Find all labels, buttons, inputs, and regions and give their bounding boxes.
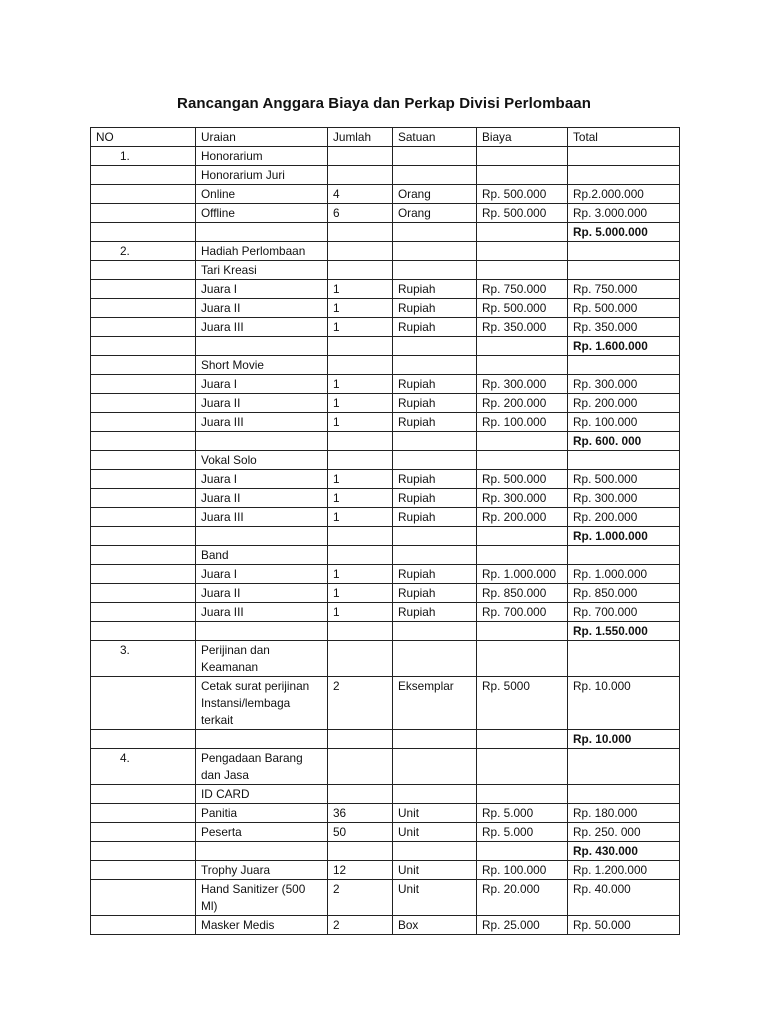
cell-jumlah: 1 — [328, 603, 393, 622]
cell-total: Rp. 250. 000 — [568, 823, 680, 842]
cell-uraian — [196, 432, 328, 451]
cell-no — [91, 470, 196, 489]
table-row — [91, 261, 680, 280]
cell-no — [91, 337, 196, 356]
table-row — [91, 730, 680, 749]
cell-uraian — [196, 622, 328, 641]
cell-jumlah: 1 — [328, 565, 393, 584]
cell-biaya: Rp. 25.000 — [477, 916, 568, 935]
cell-uraian: Juara II — [196, 394, 328, 413]
cell-biaya: Rp. 5.000 — [477, 823, 568, 842]
cell-satuan — [393, 356, 477, 375]
cell-biaya — [477, 432, 568, 451]
cell-no — [91, 489, 196, 508]
cell-jumlah: 1 — [328, 489, 393, 508]
cell-jumlah — [328, 166, 393, 185]
cell-no — [91, 451, 196, 470]
table-row — [91, 880, 680, 916]
cell-no — [91, 677, 196, 730]
cell-satuan — [393, 749, 477, 785]
cell-satuan: Box — [393, 916, 477, 935]
table-row — [91, 242, 680, 261]
cell-uraian: Band — [196, 546, 328, 565]
table-row — [91, 280, 680, 299]
cell-jumlah: 1 — [328, 375, 393, 394]
cell-no — [91, 223, 196, 242]
cell-satuan: Rupiah — [393, 375, 477, 394]
cell-no — [91, 565, 196, 584]
cell-no — [91, 842, 196, 861]
cell-jumlah — [328, 749, 393, 785]
cell-jumlah: 36 — [328, 804, 393, 823]
cell-biaya: Rp. 5000 — [477, 677, 568, 730]
cell-biaya — [477, 223, 568, 242]
table-row — [91, 677, 680, 730]
cell-uraian: Cetak surat perijinan Instansi/lembaga terkait — [196, 677, 328, 730]
cell-total — [568, 261, 680, 280]
table-row — [91, 861, 680, 880]
cell-no — [91, 375, 196, 394]
table-row — [91, 641, 680, 677]
page-title: Rancangan Anggara Biaya dan Perkap Divisi Perlombaan — [177, 95, 591, 112]
cell-satuan: Rupiah — [393, 565, 477, 584]
cell-jumlah — [328, 451, 393, 470]
cell-jumlah: 2 — [328, 677, 393, 730]
cell-biaya: Rp. 300.000 — [477, 489, 568, 508]
cell-no — [91, 508, 196, 527]
cell-jumlah: 2 — [328, 880, 393, 916]
cell-total: Rp. 600. 000 — [568, 432, 680, 451]
table-row — [91, 565, 680, 584]
cell-uraian: Tari Kreasi — [196, 261, 328, 280]
cell-biaya — [477, 166, 568, 185]
cell-total — [568, 785, 680, 804]
cell-biaya: Rp. 500.000 — [477, 299, 568, 318]
cell-biaya: Rp. 200.000 — [477, 394, 568, 413]
cell-jumlah: 1 — [328, 280, 393, 299]
cell-total: Rp. 200.000 — [568, 508, 680, 527]
cell-uraian: Trophy Juara — [196, 861, 328, 880]
cell-jumlah — [328, 356, 393, 375]
cell-satuan: Unit — [393, 861, 477, 880]
cell-satuan: Orang — [393, 204, 477, 223]
cell-jumlah — [328, 223, 393, 242]
cell-biaya: Rp. 20.000 — [477, 880, 568, 916]
cell-biaya — [477, 546, 568, 565]
cell-biaya — [477, 730, 568, 749]
cell-no — [91, 432, 196, 451]
cell-no — [91, 413, 196, 432]
table-row — [91, 508, 680, 527]
cell-uraian: Masker Medis — [196, 916, 328, 935]
budget-table — [90, 127, 680, 935]
cell-satuan — [393, 261, 477, 280]
table-row — [91, 785, 680, 804]
table-row — [91, 432, 680, 451]
cell-no: 3. — [91, 641, 196, 677]
cell-total: Rp. 350.000 — [568, 318, 680, 337]
table-body — [91, 147, 680, 935]
cell-no — [91, 603, 196, 622]
cell-total: Rp. 1.200.000 — [568, 861, 680, 880]
table-row — [91, 527, 680, 546]
table-row — [91, 584, 680, 603]
cell-satuan — [393, 223, 477, 242]
cell-biaya: Rp. 100.000 — [477, 861, 568, 880]
cell-uraian: Offline — [196, 204, 328, 223]
cell-biaya — [477, 842, 568, 861]
cell-jumlah: 1 — [328, 299, 393, 318]
header-biaya: Biaya — [477, 128, 568, 147]
cell-uraian — [196, 730, 328, 749]
cell-satuan — [393, 785, 477, 804]
cell-jumlah — [328, 730, 393, 749]
cell-no — [91, 584, 196, 603]
cell-biaya: Rp. 500.000 — [477, 185, 568, 204]
cell-satuan: Unit — [393, 880, 477, 916]
cell-uraian — [196, 337, 328, 356]
cell-jumlah — [328, 147, 393, 166]
cell-uraian — [196, 527, 328, 546]
cell-total: Rp. 5.000.000 — [568, 223, 680, 242]
cell-satuan: Unit — [393, 804, 477, 823]
cell-no — [91, 880, 196, 916]
cell-jumlah: 1 — [328, 394, 393, 413]
cell-uraian: Juara II — [196, 584, 328, 603]
cell-satuan — [393, 242, 477, 261]
cell-biaya — [477, 527, 568, 546]
table-row — [91, 749, 680, 785]
cell-total: Rp. 3.000.000 — [568, 204, 680, 223]
cell-satuan — [393, 730, 477, 749]
cell-no: 1. — [91, 147, 196, 166]
cell-biaya — [477, 451, 568, 470]
cell-jumlah: 6 — [328, 204, 393, 223]
cell-jumlah — [328, 432, 393, 451]
cell-total: Rp. 1.000.000 — [568, 527, 680, 546]
cell-uraian: Peserta — [196, 823, 328, 842]
table-row — [91, 842, 680, 861]
cell-uraian: Juara III — [196, 603, 328, 622]
cell-uraian — [196, 842, 328, 861]
table-row — [91, 223, 680, 242]
cell-total: Rp. 500.000 — [568, 470, 680, 489]
cell-jumlah: 50 — [328, 823, 393, 842]
cell-satuan: Orang — [393, 185, 477, 204]
cell-jumlah: 1 — [328, 470, 393, 489]
cell-jumlah — [328, 622, 393, 641]
cell-total: Rp. 700.000 — [568, 603, 680, 622]
cell-no — [91, 622, 196, 641]
cell-jumlah — [328, 242, 393, 261]
cell-satuan: Rupiah — [393, 299, 477, 318]
cell-no — [91, 804, 196, 823]
table-row — [91, 823, 680, 842]
cell-no — [91, 261, 196, 280]
cell-no — [91, 546, 196, 565]
cell-biaya: Rp. 100.000 — [477, 413, 568, 432]
cell-satuan — [393, 166, 477, 185]
cell-no — [91, 280, 196, 299]
cell-total: Rp. 1.550.000 — [568, 622, 680, 641]
cell-uraian: Juara I — [196, 280, 328, 299]
cell-no — [91, 916, 196, 935]
cell-total — [568, 166, 680, 185]
cell-satuan: Rupiah — [393, 470, 477, 489]
table-header-row — [91, 128, 680, 147]
cell-uraian: Hadiah Perlombaan — [196, 242, 328, 261]
table-row — [91, 470, 680, 489]
table-row — [91, 451, 680, 470]
cell-biaya — [477, 785, 568, 804]
cell-no — [91, 185, 196, 204]
cell-uraian: Short Movie — [196, 356, 328, 375]
cell-total: Rp. 500.000 — [568, 299, 680, 318]
cell-uraian: Perijinan dan Keamanan — [196, 641, 328, 677]
cell-satuan: Rupiah — [393, 280, 477, 299]
cell-no — [91, 318, 196, 337]
cell-no — [91, 823, 196, 842]
cell-satuan — [393, 527, 477, 546]
cell-uraian: Hand Sanitizer (500 Ml) — [196, 880, 328, 916]
cell-satuan — [393, 546, 477, 565]
cell-uraian: Vokal Solo — [196, 451, 328, 470]
cell-no — [91, 299, 196, 318]
table-row — [91, 622, 680, 641]
table-row — [91, 147, 680, 166]
cell-total: Rp. 10.000 — [568, 677, 680, 730]
cell-jumlah: 2 — [328, 916, 393, 935]
cell-total: Rp. 200.000 — [568, 394, 680, 413]
cell-uraian — [196, 223, 328, 242]
cell-satuan — [393, 622, 477, 641]
cell-uraian: Juara I — [196, 565, 328, 584]
cell-total: Rp. 180.000 — [568, 804, 680, 823]
table-row — [91, 916, 680, 935]
cell-satuan — [393, 842, 477, 861]
cell-biaya: Rp. 350.000 — [477, 318, 568, 337]
cell-biaya: Rp. 5.000 — [477, 804, 568, 823]
cell-jumlah: 4 — [328, 185, 393, 204]
table-row — [91, 804, 680, 823]
cell-jumlah — [328, 261, 393, 280]
cell-total: Rp. 40.000 — [568, 880, 680, 916]
cell-biaya — [477, 622, 568, 641]
table-row — [91, 299, 680, 318]
cell-uraian: Juara II — [196, 489, 328, 508]
cell-total: Rp. 50.000 — [568, 916, 680, 935]
cell-biaya — [477, 641, 568, 677]
cell-satuan: Rupiah — [393, 508, 477, 527]
cell-satuan — [393, 641, 477, 677]
cell-uraian: Juara II — [196, 299, 328, 318]
table-row — [91, 185, 680, 204]
cell-satuan: Rupiah — [393, 318, 477, 337]
cell-total: Rp. 300.000 — [568, 375, 680, 394]
header-total: Total — [568, 128, 680, 147]
cell-biaya — [477, 356, 568, 375]
table-row — [91, 318, 680, 337]
cell-satuan — [393, 432, 477, 451]
cell-uraian: ID CARD — [196, 785, 328, 804]
cell-uraian: Online — [196, 185, 328, 204]
cell-uraian: Juara III — [196, 318, 328, 337]
cell-total — [568, 242, 680, 261]
table-row — [91, 356, 680, 375]
cell-total — [568, 356, 680, 375]
cell-no: 2. — [91, 242, 196, 261]
cell-satuan — [393, 337, 477, 356]
cell-satuan: Rupiah — [393, 394, 477, 413]
cell-jumlah — [328, 546, 393, 565]
cell-total — [568, 546, 680, 565]
cell-satuan: Eksemplar — [393, 677, 477, 730]
cell-biaya: Rp. 200.000 — [477, 508, 568, 527]
cell-satuan: Unit — [393, 823, 477, 842]
cell-biaya: Rp. 700.000 — [477, 603, 568, 622]
header-jumlah: Jumlah — [328, 128, 393, 147]
table-row — [91, 603, 680, 622]
cell-satuan — [393, 451, 477, 470]
cell-biaya: Rp. 750.000 — [477, 280, 568, 299]
cell-total: Rp.2.000.000 — [568, 185, 680, 204]
cell-biaya — [477, 749, 568, 785]
cell-total: Rp. 10.000 — [568, 730, 680, 749]
cell-no — [91, 730, 196, 749]
cell-uraian: Pengadaan Barang dan Jasa — [196, 749, 328, 785]
cell-uraian: Honorarium Juri — [196, 166, 328, 185]
cell-biaya: Rp. 1.000.000 — [477, 565, 568, 584]
cell-uraian: Juara III — [196, 508, 328, 527]
cell-total — [568, 641, 680, 677]
cell-uraian: Juara I — [196, 375, 328, 394]
cell-uraian: Juara III — [196, 413, 328, 432]
cell-no — [91, 861, 196, 880]
cell-total: Rp. 850.000 — [568, 584, 680, 603]
cell-no — [91, 204, 196, 223]
table-row — [91, 546, 680, 565]
cell-jumlah — [328, 337, 393, 356]
cell-biaya: Rp. 300.000 — [477, 375, 568, 394]
cell-jumlah — [328, 641, 393, 677]
cell-uraian: Panitia — [196, 804, 328, 823]
cell-jumlah — [328, 842, 393, 861]
table-row — [91, 204, 680, 223]
cell-no — [91, 356, 196, 375]
cell-jumlah: 1 — [328, 318, 393, 337]
table-row — [91, 394, 680, 413]
cell-jumlah: 1 — [328, 584, 393, 603]
cell-uraian: Juara I — [196, 470, 328, 489]
cell-total: Rp. 1.000.000 — [568, 565, 680, 584]
cell-biaya — [477, 261, 568, 280]
cell-total: Rp. 100.000 — [568, 413, 680, 432]
table-row — [91, 413, 680, 432]
cell-biaya — [477, 147, 568, 166]
cell-satuan: Rupiah — [393, 603, 477, 622]
cell-total: Rp. 1.600.000 — [568, 337, 680, 356]
cell-biaya: Rp. 500.000 — [477, 470, 568, 489]
cell-no: 4. — [91, 749, 196, 785]
cell-total: Rp. 750.000 — [568, 280, 680, 299]
cell-no — [91, 394, 196, 413]
table-row — [91, 337, 680, 356]
cell-jumlah: 1 — [328, 413, 393, 432]
cell-total: Rp. 430.000 — [568, 842, 680, 861]
cell-jumlah — [328, 527, 393, 546]
cell-biaya: Rp. 500.000 — [477, 204, 568, 223]
cell-biaya — [477, 242, 568, 261]
cell-uraian: Honorarium — [196, 147, 328, 166]
header-uraian: Uraian — [196, 128, 328, 147]
table-row — [91, 489, 680, 508]
cell-jumlah — [328, 785, 393, 804]
cell-jumlah: 1 — [328, 508, 393, 527]
table-row — [91, 166, 680, 185]
cell-satuan: Rupiah — [393, 584, 477, 603]
cell-satuan: Rupiah — [393, 489, 477, 508]
header-no: NO — [91, 128, 196, 147]
cell-satuan — [393, 147, 477, 166]
cell-total: Rp. 300.000 — [568, 489, 680, 508]
cell-no — [91, 166, 196, 185]
table-row — [91, 375, 680, 394]
cell-no — [91, 527, 196, 546]
cell-total — [568, 147, 680, 166]
header-satuan: Satuan — [393, 128, 477, 147]
cell-no — [91, 785, 196, 804]
cell-total — [568, 749, 680, 785]
cell-biaya: Rp. 850.000 — [477, 584, 568, 603]
cell-total — [568, 451, 680, 470]
cell-biaya — [477, 337, 568, 356]
cell-jumlah: 12 — [328, 861, 393, 880]
cell-satuan: Rupiah — [393, 413, 477, 432]
